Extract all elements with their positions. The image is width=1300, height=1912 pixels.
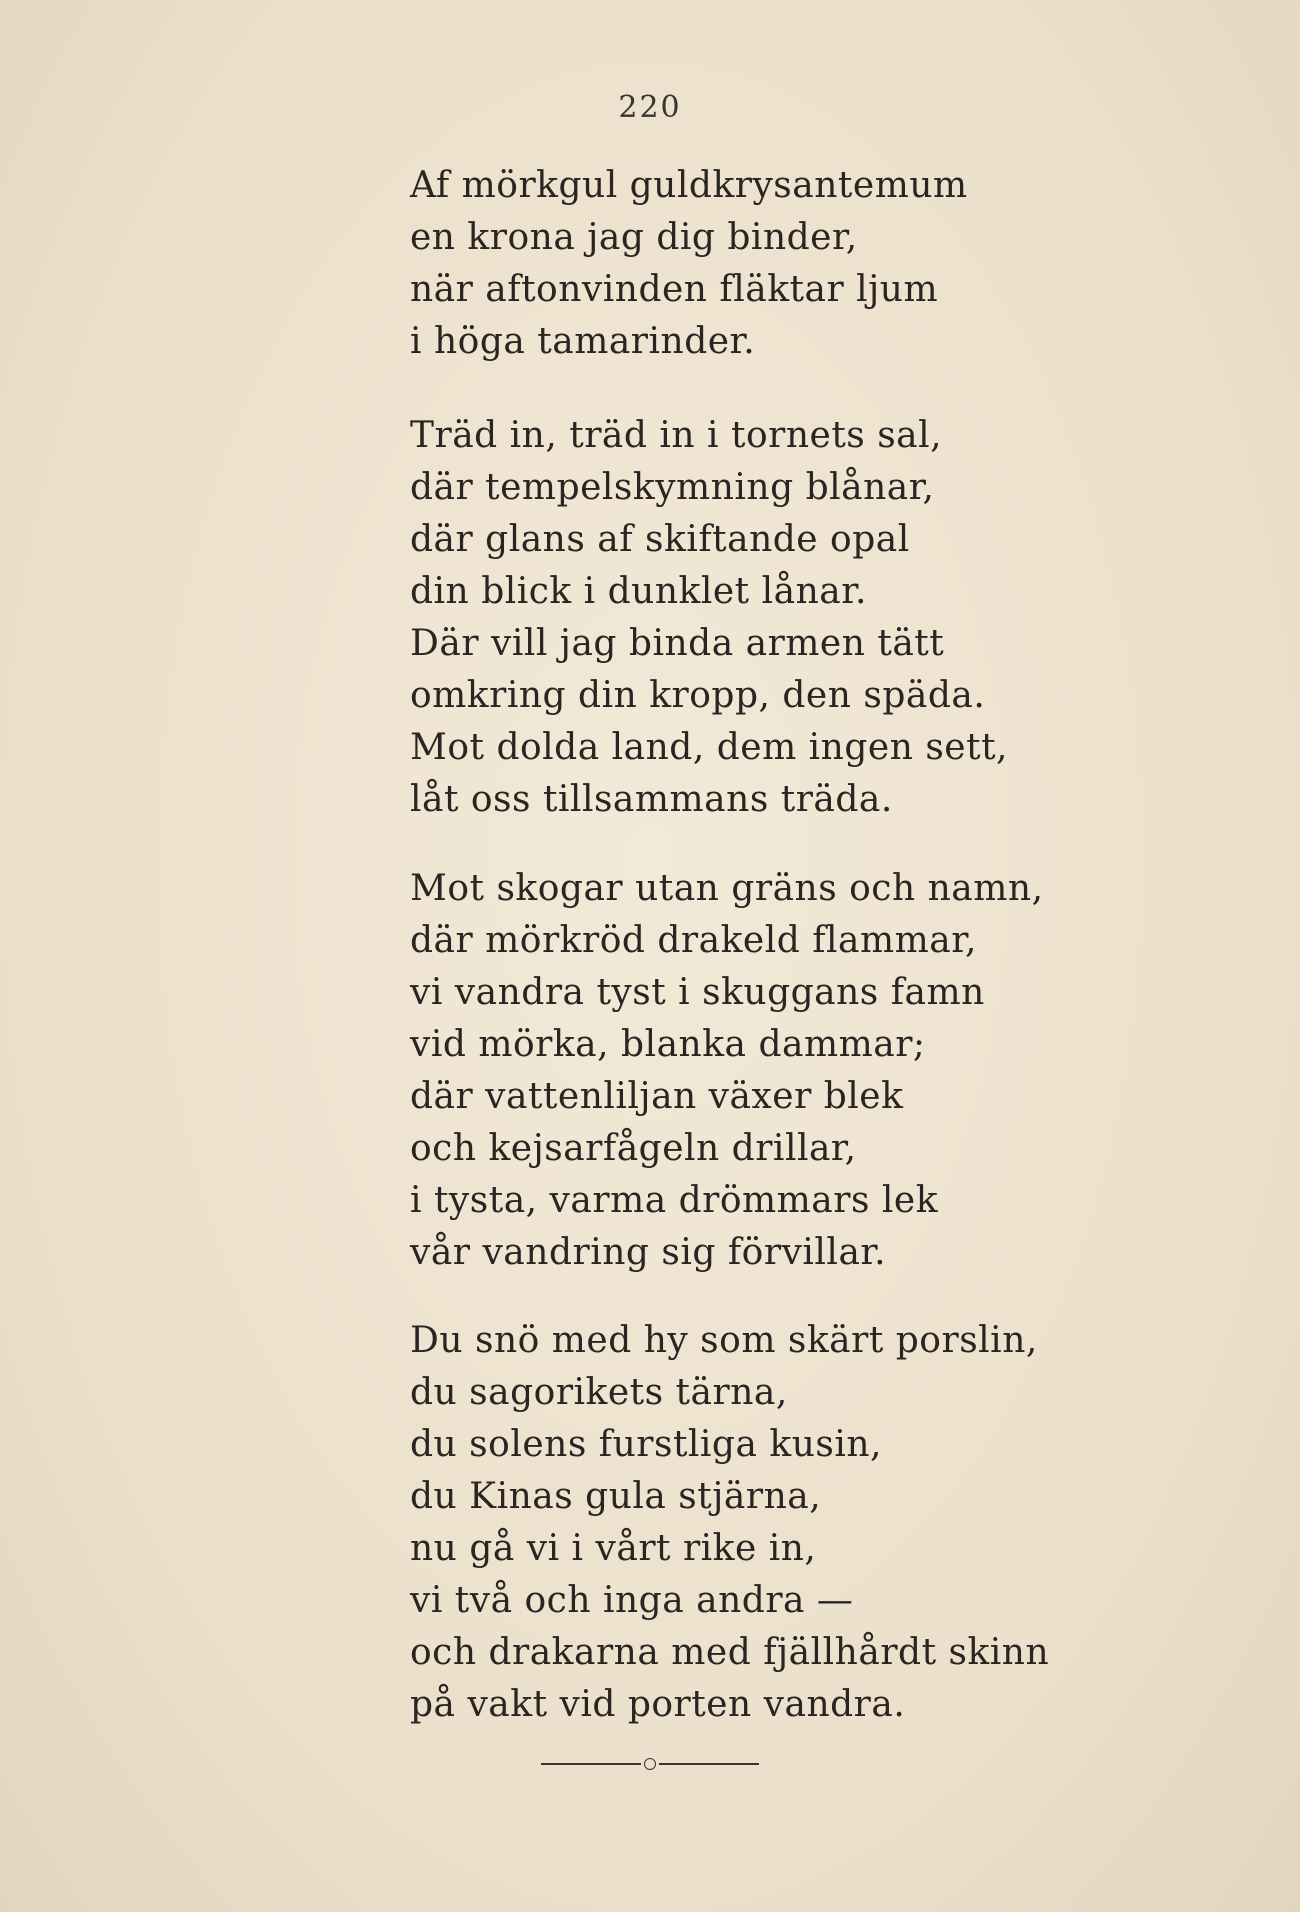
poem-line: låt oss tillsammans träda. [410,779,893,820]
poem-line: där vattenliljan växer blek [410,1076,904,1117]
poem-line: Där vill jag binda armen tätt [410,623,945,664]
poem-line: du solens furstliga kusin, [410,1424,882,1465]
poem-line: vår vandring sig förvillar. [410,1232,887,1273]
poem-line: där mörkröd drakeld flammar, [410,920,977,961]
poem-line: och drakarna med fjällhårdt skinn [410,1632,1050,1673]
poem-line: du Kinas gula stjärna, [410,1476,822,1517]
poem-line: nu gå vi i vårt rike in, [410,1528,817,1569]
page-number: 220 [618,90,682,125]
poem-line: på vakt vid porten vandra. [410,1684,906,1725]
poem-line: där tempelskymning blånar, [410,467,935,508]
poem-line: Mot skogar utan gräns och namn, [410,868,1044,909]
poem-line: i tysta, varma drömmars lek [410,1180,939,1221]
poem-line: Af mörkgul guldkrysantemum [410,165,968,206]
ornament-rule-left [541,1763,641,1765]
poem-line: Träd in, träd in i tornets sal, [410,415,943,456]
ornament-rule-right [659,1763,759,1765]
poem-line: du sagorikets tärna, [410,1372,788,1413]
poem-line: vi två och inga andra — [410,1580,854,1621]
stanza-3 [410,863,1044,1279]
ornament-ring-icon [644,1758,656,1770]
stanza-4 [410,1315,1049,1731]
poem-line: i höga tamarinder. [410,321,756,362]
poem-line: Mot dolda land, dem ingen sett, [410,727,1008,768]
poem-line: när aftonvinden fläktar ljum [410,269,939,310]
poem-line: där glans af skiftande opal [410,519,910,560]
poem-line: en krona jag dig binder, [410,217,858,258]
poem-line: vid mörka, blanka dammar; [410,1024,926,1065]
stanza-1 [410,160,968,368]
poem-line: Du snö med hy som skärt porslin, [410,1320,1038,1361]
poem-line: din blick i dunklet lånar. [410,571,867,612]
stanza-2 [410,410,1008,826]
poem-line: vi vandra tyst i skuggans famn [410,972,985,1013]
end-ornament [0,1758,1300,1770]
poem-line: omkring din kropp, den späda. [410,675,986,716]
poem-line: och kejsarfågeln drillar, [410,1128,857,1169]
